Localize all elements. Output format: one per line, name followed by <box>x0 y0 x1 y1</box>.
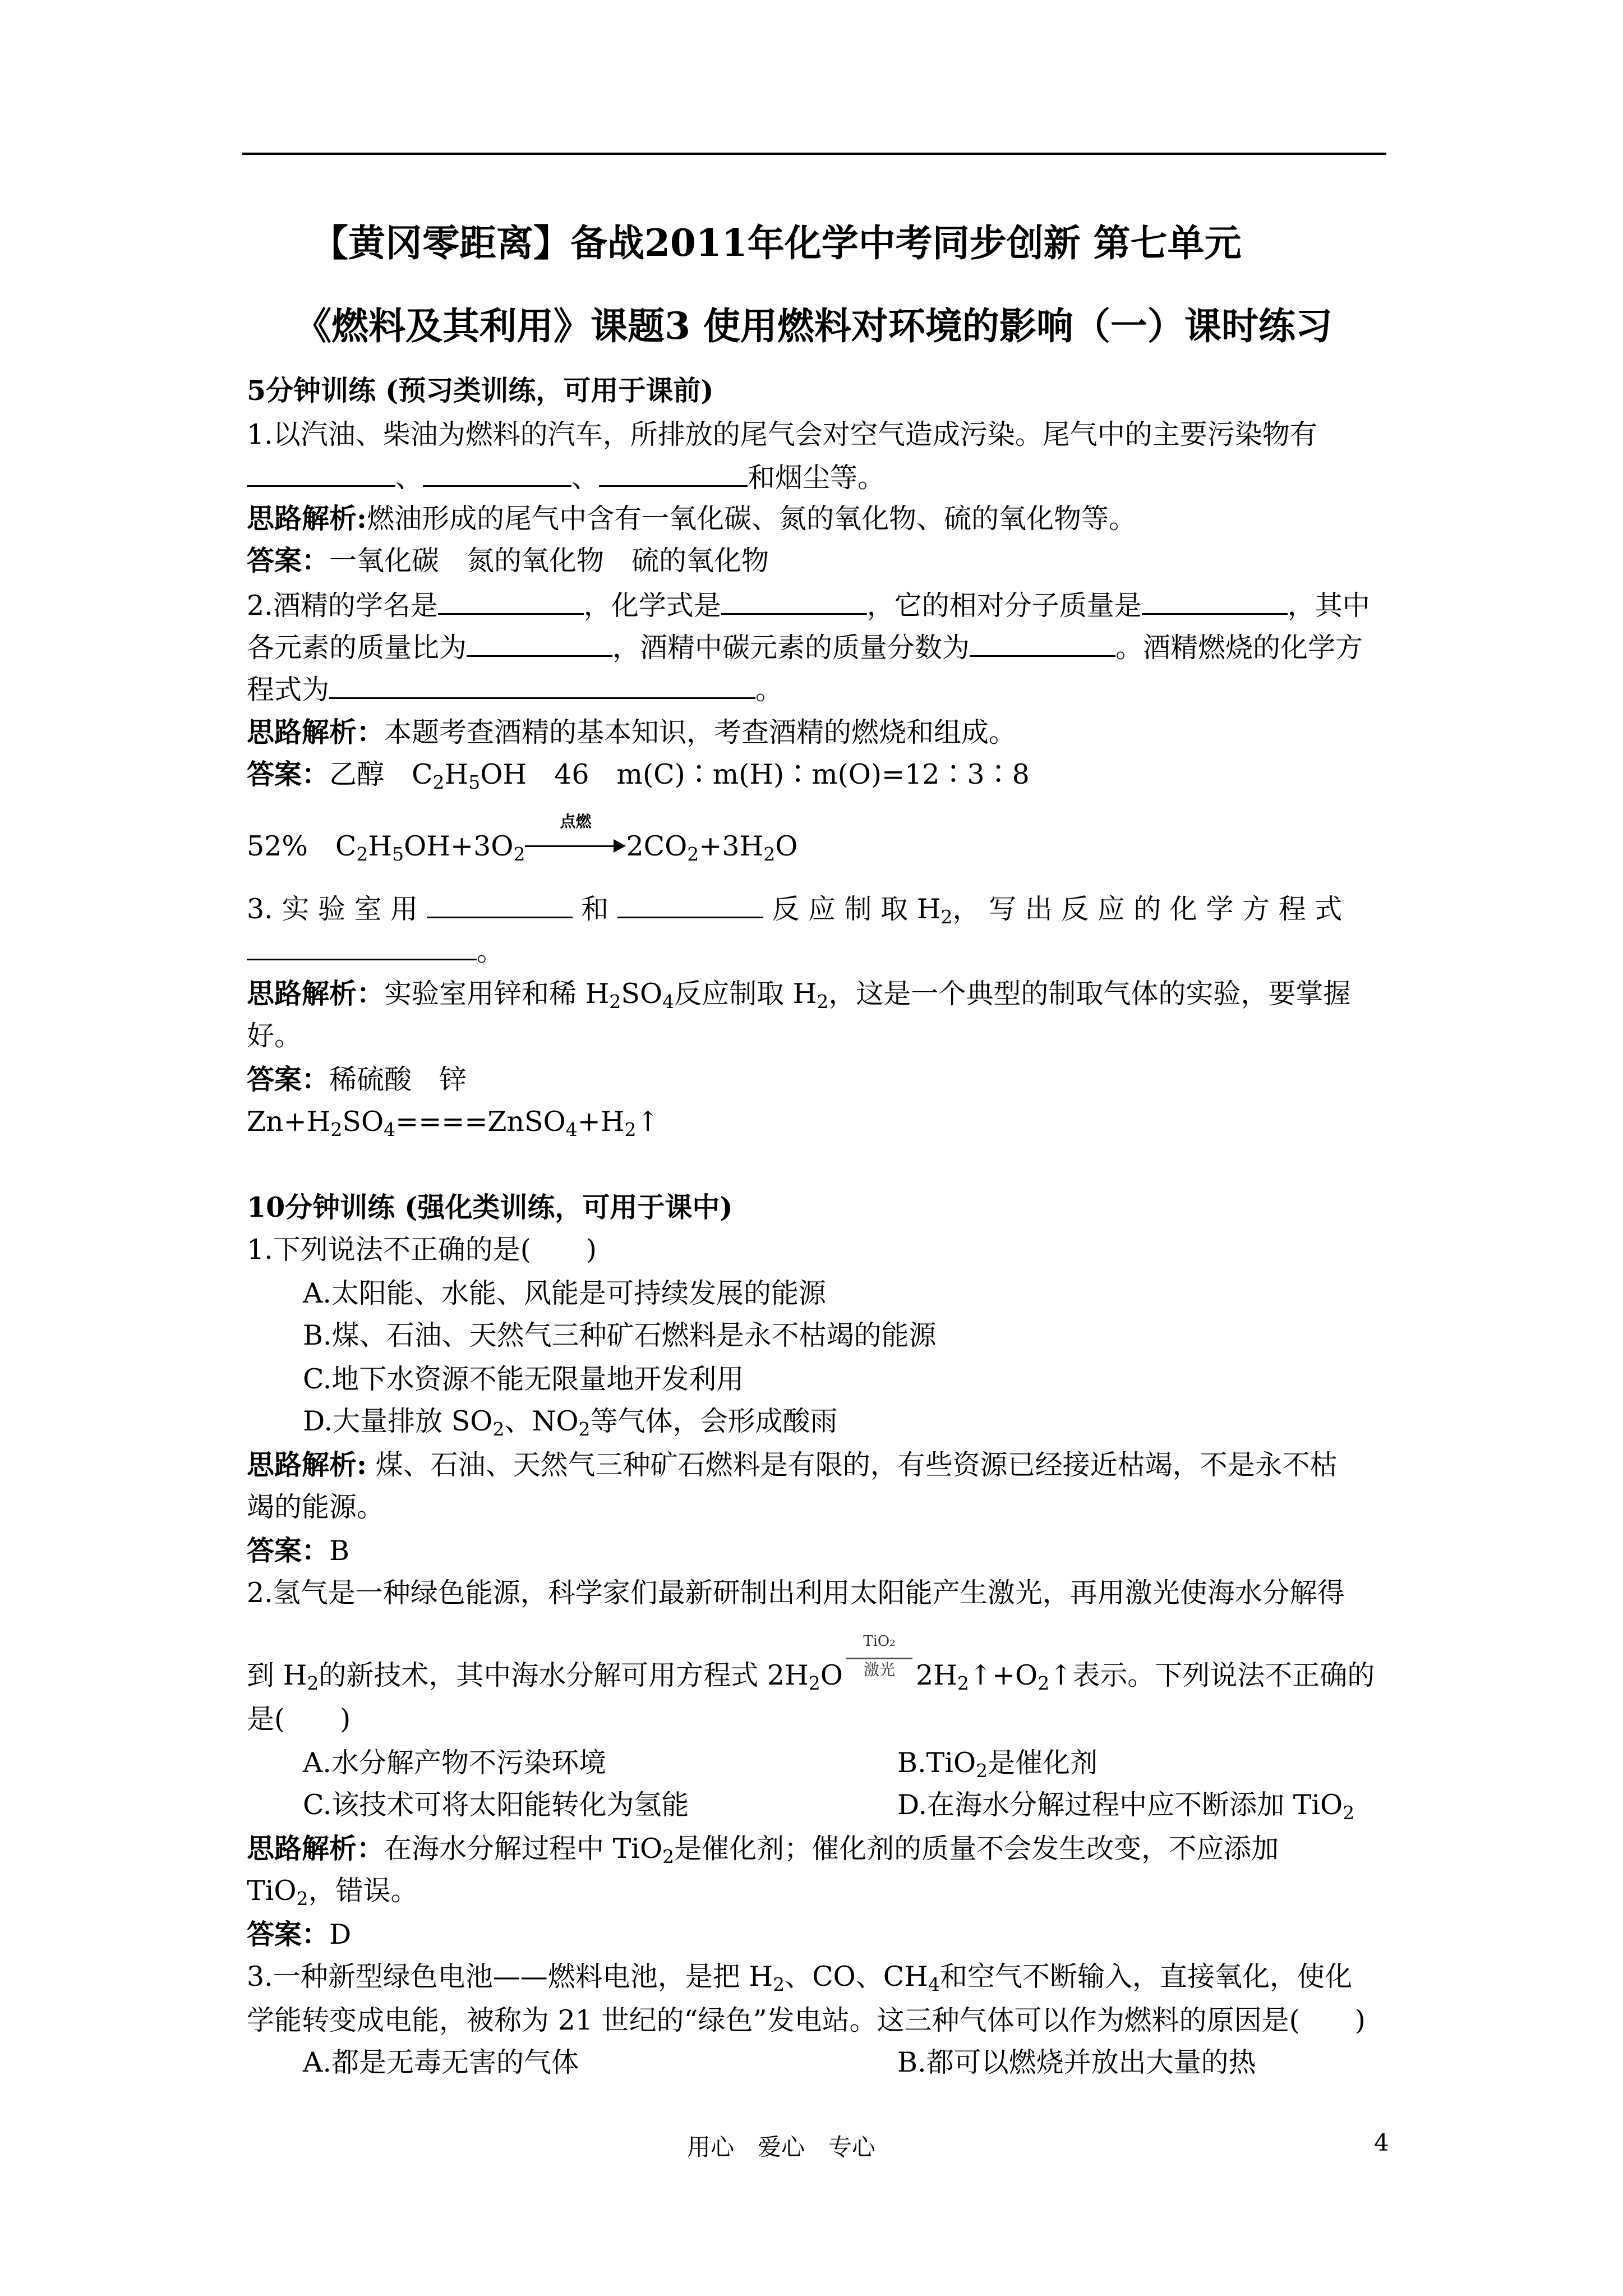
s2-q1-analysis-line-2: 竭的能源。 <box>247 1491 385 1523</box>
q3-analysis-line-2: 好。 <box>247 1020 302 1052</box>
answer-blank[interactable] <box>329 675 755 699</box>
s2-q3-stem-line-2: 学能转变成电能，被称为 21 世纪的“绿色”发电站。这三种气体可以作为燃料的原因是( ) <box>247 2004 1366 2036</box>
q3-equation: $Zn+H_2SO_4====ZnSO_4+H_2↑$ <box>247 1106 660 1140</box>
answer-blank[interactable] <box>1142 591 1288 615</box>
q2-analysis: 思路解析：本题考查酒精的基本知识，考查酒精的燃烧和组成。 <box>247 716 1017 748</box>
q2-stem-line-1: 2.酒精的学名是 ，化学式是 ，它的相对分子质量是 ，其中 <box>247 590 1370 622</box>
s2-q1-stem: 1.下列说法不正确的是( ) <box>247 1234 597 1266</box>
s2-q1-option-a: A.太阳能、水能、风能是可持续发展的能源 <box>303 1277 826 1309</box>
q2-stem-line-2: 各元素的质量比为 ，酒精中碳元素的质量分数为 。酒精燃烧的化学方 <box>247 632 1363 664</box>
s2-q3-stem-line-1: 3.一种新型绿色电池——燃料电池，是把 $H_2$、CO、$CH_4$和空气不断输入，直接氧化，使化 <box>247 1961 1352 1995</box>
s2-q2-stem-line-3: 是( ) <box>247 1703 351 1735</box>
answer-blank[interactable] <box>599 463 748 487</box>
q1-analysis: 思路解析:燃油形成的尾气中含有一氧化碳、氮的氧化物、硫的氧化物等。 <box>247 502 1137 535</box>
s2-q3-option-a: A.都是无毒无害的气体 <box>303 2046 579 2078</box>
q1-answer: 答案：一氧化碳 氮的氧化物 硫的氧化物 <box>247 544 769 577</box>
q2-answer: 答案：乙醇 $C_2H_5OH$ 46 m(C)∶m(H)∶m(O)=12∶3∶8 <box>247 758 1030 793</box>
s2-q2-option-a: A.水分解产物不污染环境 <box>303 1747 606 1779</box>
s2-q2-stem-line-2: 到 $H_2$的新技术，其中海水分解可用方程式 $2H_2O$ $\frac{\text{TiO₂}}{\text{激光}}$ $2H_2↑+O_2↑$表示。下列说法不正确的 <box>247 1633 1375 1694</box>
title-line-1: 【黄冈零距离】备战2011年化学中考同步创新 第七单元 <box>311 221 1242 265</box>
s2-q2-answer: 答案：D <box>247 1918 352 1950</box>
page-number: 4 <box>1374 2129 1389 2156</box>
section-heading-5min: 5分钟训练 (预习类训练，可用于课前) <box>247 374 714 407</box>
s2-q2-option-b: B.TiO$_2$是催化剂 <box>897 1747 1098 1782</box>
footer-motto: 用心 爱心 专心 <box>687 2133 876 2161</box>
q1-blanks: 、 、 和烟尘等。 <box>247 463 885 491</box>
section-heading-10min: 10分钟训练 (强化类训练，可用于课中) <box>247 1191 733 1223</box>
q3-stem-line-2: 。 <box>247 936 504 965</box>
q3-analysis-line-1: 思路解析：实验室用锌和稀 $H_2SO_4$反应制取 $H_2$，这是一个典型的制取气体的实验，要掌握 <box>247 977 1351 1013</box>
q2-stem-line-3: 程式为 。 <box>247 674 783 706</box>
answer-blank[interactable] <box>721 591 867 615</box>
answer-blank[interactable] <box>617 894 763 918</box>
s2-q2-option-d: D.在海水分解过程中应不断添加 TiO$_2$ <box>897 1789 1355 1824</box>
s2-q1-answer: 答案：B <box>247 1534 350 1567</box>
answer-blank[interactable] <box>438 591 584 615</box>
q1-stem: 1.以汽油、柴油为燃料的汽车，所排放的尾气会对空气造成污染。尾气中的主要污染物有 <box>247 418 1317 450</box>
s2-q1-option-d: D.大量排放 $SO_2$、$NO_2$等气体，会形成酸雨 <box>303 1405 838 1440</box>
s2-q2-analysis-line-1: 思路解析：在海水分解过程中 TiO$_2$是催化剂；催化剂的质量不会发生改变，不应添加 <box>247 1832 1279 1867</box>
q2-combustion-equation: 52% $C_2H_5OH+3O_2$ 点燃 $2CO_2+3H_2O$ <box>247 812 798 865</box>
answer-blank[interactable] <box>467 633 612 657</box>
header-rule <box>242 153 1386 155</box>
answer-blank[interactable] <box>970 633 1115 657</box>
q3-answer: 答案：稀硫酸 锌 <box>247 1063 467 1096</box>
reaction-arrow: 点燃 <box>525 835 626 852</box>
s2-q2-option-c: C.该技术可将太阳能转化为氢能 <box>303 1789 689 1821</box>
s2-q3-option-b: B.都可以燃烧并放出大量的热 <box>897 2046 1256 2078</box>
s2-q1-option-c: C.地下水资源不能无限量地开发利用 <box>303 1363 744 1395</box>
reaction-condition: $\frac{\text{TiO₂}}{\text{激光}}$ <box>843 1663 916 1686</box>
answer-blank[interactable] <box>427 894 573 918</box>
q3-stem-line-1: 3. 实 验 室 用 和 反 应 制 取 $H_2$， 写 出 反 应 的 化 学 方 程 式 <box>247 893 1343 928</box>
answer-blank[interactable] <box>423 463 571 487</box>
title-line-2: 《燃料及其利用》课题3 使用燃料对环境的影响（一）课时练习 <box>294 304 1332 348</box>
s2-q1-option-b: B.煤、石油、天然气三种矿石燃料是永不枯竭的能源 <box>303 1319 937 1351</box>
s2-q2-stem-line-1: 2.氢气是一种绿色能源，科学家们最新研制出利用太阳能产生激光，再用激光使海水分解得 <box>247 1577 1345 1609</box>
answer-blank[interactable] <box>247 936 477 960</box>
s2-q2-analysis-line-2: TiO$_2$，错误。 <box>247 1875 418 1910</box>
s2-q1-analysis-line-1: 思路解析: 煤、石油、天然气三种矿石燃料是有限的，有些资源已经接近枯竭，不是永不枯 <box>247 1448 1338 1481</box>
answer-blank[interactable] <box>247 463 395 487</box>
